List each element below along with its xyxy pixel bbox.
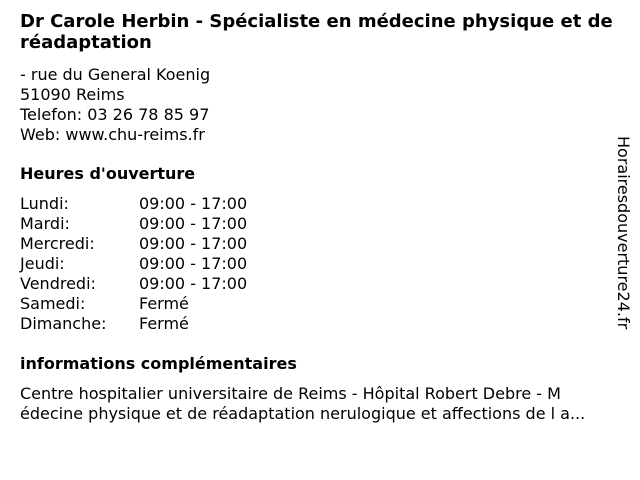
day-label: Samedi: [20, 294, 86, 313]
day-hours: Fermé [139, 294, 189, 313]
opening-hours-table [20, 194, 247, 334]
address-block [20, 65, 210, 145]
info-line: Centre hospitalier universitaire de Reims - Hôpital Robert Debre - M [20, 384, 561, 403]
info-line: édecine physique et de réadaptation nerulogique et affections de l a... [20, 404, 586, 423]
day-label: Mardi: [20, 214, 70, 233]
day-label: Lundi: [20, 194, 69, 213]
site-watermark: Horairesdouverture24.fr [614, 136, 633, 330]
day-label: Vendredi: [20, 274, 96, 293]
day-hours: 09:00 - 17:00 [139, 274, 248, 293]
hours-row-saturday [20, 294, 247, 314]
street-address: - rue du General Koenig [20, 65, 211, 84]
city: 51090 Reims [20, 85, 125, 104]
day-hours: 09:00 - 17:00 [139, 254, 248, 273]
day-hours: 09:00 - 17:00 [139, 234, 248, 253]
website: Web: www.chu-reims.fr [20, 125, 205, 144]
day-label: Dimanche: [20, 314, 107, 333]
hours-row-sunday [20, 314, 247, 334]
hours-row-thursday [20, 254, 247, 274]
day-hours: 09:00 - 17:00 [139, 194, 248, 213]
hours-row-wednesday [20, 234, 247, 254]
hours-heading: Heures d'ouverture [20, 164, 196, 183]
page-title: Dr Carole Herbin - Spécialiste en médecine physique et de réadaptation [20, 11, 613, 53]
hours-row-friday [20, 274, 247, 294]
day-hours: Fermé [139, 314, 189, 333]
phone-number: Telefon: 03 26 78 85 97 [20, 105, 210, 124]
hours-row-tuesday [20, 214, 247, 234]
day-label: Mercredi: [20, 234, 95, 253]
info-description [20, 384, 632, 424]
day-label: Jeudi: [20, 254, 65, 273]
info-heading: informations complémentaires [20, 354, 297, 373]
day-hours: 09:00 - 17:00 [139, 214, 248, 233]
hours-row-monday [20, 194, 247, 214]
